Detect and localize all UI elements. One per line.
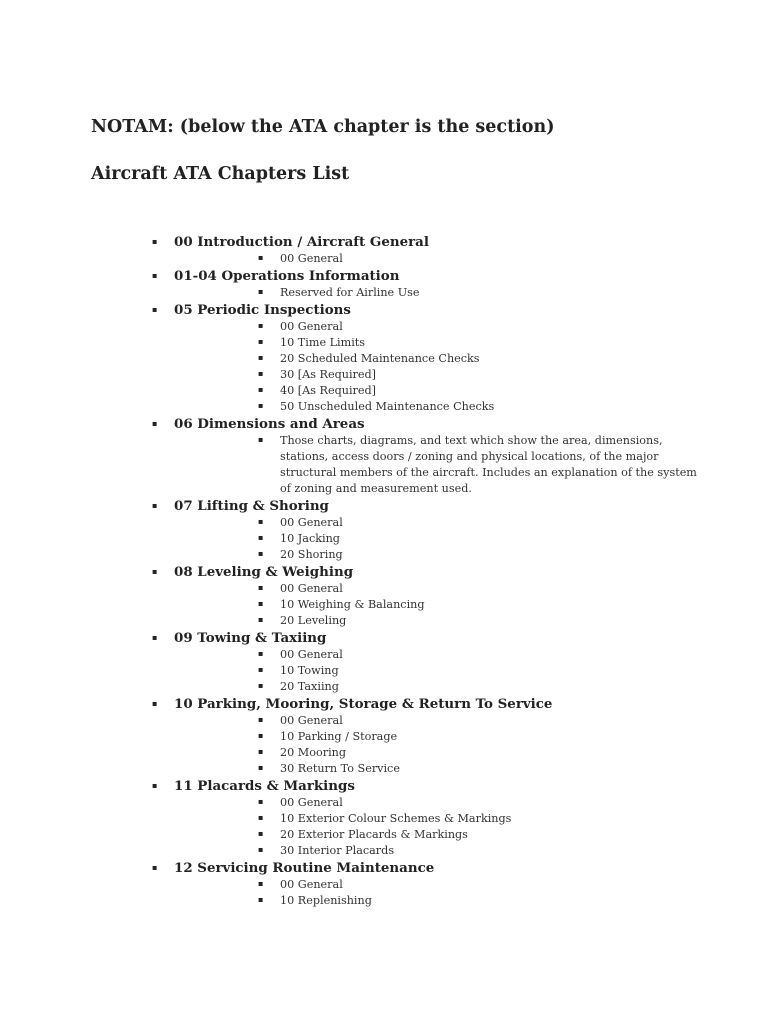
chapter-title: 09 Towing & Taxiing bbox=[174, 630, 327, 646]
chapter-title: 08 Leveling & Weighing bbox=[174, 564, 354, 580]
bullet-icon: ▪ bbox=[152, 419, 158, 428]
section-item bbox=[256, 613, 710, 629]
bullet-icon: ▪ bbox=[258, 895, 264, 904]
section-item bbox=[256, 729, 710, 745]
chapter-item bbox=[150, 415, 710, 497]
section-item bbox=[256, 351, 710, 367]
section-label: 00 General bbox=[280, 252, 343, 265]
section-item bbox=[256, 383, 710, 399]
bullet-icon: ▪ bbox=[258, 385, 264, 394]
bullet-icon: ▪ bbox=[258, 253, 264, 262]
notam-heading: NOTAM: (below the ATA chapter is the section) bbox=[91, 117, 555, 137]
section-label: 50 Unscheduled Maintenance Checks bbox=[280, 400, 495, 413]
section-item bbox=[256, 597, 710, 613]
section-label: 00 General bbox=[280, 714, 343, 727]
section-label: 00 General bbox=[280, 648, 343, 661]
section-item bbox=[256, 547, 710, 563]
section-label: 30 [As Required] bbox=[280, 368, 377, 381]
section-item bbox=[256, 679, 710, 695]
bullet-icon: ▪ bbox=[258, 599, 264, 608]
section-item bbox=[256, 285, 710, 301]
section-label: Reserved for Airline Use bbox=[280, 286, 420, 299]
section-item bbox=[256, 433, 710, 497]
chapter-title: 10 Parking, Mooring, Storage & Return To Service bbox=[174, 696, 553, 712]
chapter-item bbox=[150, 563, 710, 629]
section-list bbox=[174, 877, 710, 909]
section-label: 00 General bbox=[280, 878, 343, 891]
section-list bbox=[174, 795, 710, 859]
chapter-title: 01-04 Operations Information bbox=[174, 268, 400, 284]
bullet-icon: ▪ bbox=[258, 353, 264, 362]
bullet-icon: ▪ bbox=[258, 829, 264, 838]
bullet-icon: ▪ bbox=[152, 567, 158, 576]
bullet-icon: ▪ bbox=[258, 321, 264, 330]
section-item bbox=[256, 745, 710, 761]
section-label: 20 Shoring bbox=[280, 548, 343, 561]
section-label: 10 Parking / Storage bbox=[280, 730, 398, 743]
chapter-item bbox=[150, 629, 710, 695]
section-item bbox=[256, 713, 710, 729]
section-list bbox=[174, 581, 710, 629]
chapter-list bbox=[150, 233, 710, 909]
bullet-icon: ▪ bbox=[258, 763, 264, 772]
section-label: 00 General bbox=[280, 796, 343, 809]
section-item bbox=[256, 531, 710, 547]
section-item bbox=[256, 827, 710, 843]
section-item bbox=[256, 399, 710, 415]
section-label: 20 Taxiing bbox=[280, 680, 339, 693]
bullet-icon: ▪ bbox=[258, 747, 264, 756]
bullet-icon: ▪ bbox=[152, 501, 158, 510]
section-label: 00 General bbox=[280, 320, 343, 333]
bullet-icon: ▪ bbox=[258, 549, 264, 558]
bullet-icon: ▪ bbox=[152, 271, 158, 280]
chapter-title: 12 Servicing Routine Maintenance bbox=[174, 860, 435, 876]
chapter-title: 06 Dimensions and Areas bbox=[174, 416, 365, 432]
bullet-icon: ▪ bbox=[152, 237, 158, 246]
bullet-icon: ▪ bbox=[152, 305, 158, 314]
section-list bbox=[174, 251, 710, 267]
bullet-icon: ▪ bbox=[258, 369, 264, 378]
section-list bbox=[174, 285, 710, 301]
bullet-icon: ▪ bbox=[258, 845, 264, 854]
bullet-icon: ▪ bbox=[258, 401, 264, 410]
chapter-item bbox=[150, 233, 710, 267]
section-item bbox=[256, 893, 710, 909]
bullet-icon: ▪ bbox=[258, 665, 264, 674]
bullet-icon: ▪ bbox=[258, 287, 264, 296]
section-label: 30 Return To Service bbox=[280, 762, 400, 775]
bullet-icon: ▪ bbox=[258, 583, 264, 592]
section-label: 20 Mooring bbox=[280, 746, 347, 759]
section-list bbox=[174, 515, 710, 563]
section-label: 10 Weighing & Balancing bbox=[280, 598, 425, 611]
section-list bbox=[174, 433, 710, 497]
section-label: 20 Exterior Placards & Markings bbox=[280, 828, 468, 841]
chapter-item bbox=[150, 267, 710, 301]
chapter-title: 05 Periodic Inspections bbox=[174, 302, 351, 318]
section-item bbox=[256, 811, 710, 827]
bullet-icon: ▪ bbox=[258, 797, 264, 806]
section-item bbox=[256, 367, 710, 383]
section-label: Those charts, diagrams, and text which show the area, dimensions, stations, access doors / zoning and physical locations, of the major structural members of the aircraft. Includes an explanation of the system of zoning and measurement used. bbox=[280, 434, 697, 495]
bullet-icon: ▪ bbox=[152, 633, 158, 642]
section-item bbox=[256, 251, 710, 267]
section-item bbox=[256, 647, 710, 663]
section-item bbox=[256, 663, 710, 679]
section-item bbox=[256, 761, 710, 777]
section-item bbox=[256, 335, 710, 351]
section-label: 10 Replenishing bbox=[280, 894, 372, 907]
chapter-item bbox=[150, 301, 710, 415]
chapter-item bbox=[150, 695, 710, 777]
bullet-icon: ▪ bbox=[258, 813, 264, 822]
bullet-icon: ▪ bbox=[152, 699, 158, 708]
section-list bbox=[174, 647, 710, 695]
bullet-icon: ▪ bbox=[258, 435, 264, 444]
bullet-icon: ▪ bbox=[258, 879, 264, 888]
bullet-icon: ▪ bbox=[258, 337, 264, 346]
section-list bbox=[174, 319, 710, 415]
bullet-icon: ▪ bbox=[258, 681, 264, 690]
bullet-icon: ▪ bbox=[258, 731, 264, 740]
section-label: 10 Exterior Colour Schemes & Markings bbox=[280, 812, 512, 825]
section-label: 10 Time Limits bbox=[280, 336, 366, 349]
section-item bbox=[256, 843, 710, 859]
section-label: 10 Towing bbox=[280, 664, 339, 677]
chapter-title: 00 Introduction / Aircraft General bbox=[174, 234, 429, 250]
section-item bbox=[256, 877, 710, 893]
section-label: 00 General bbox=[280, 516, 343, 529]
section-item bbox=[256, 515, 710, 531]
section-item bbox=[256, 795, 710, 811]
bullet-icon: ▪ bbox=[258, 533, 264, 542]
bullet-icon: ▪ bbox=[258, 649, 264, 658]
chapter-title: 11 Placards & Markings bbox=[174, 778, 355, 794]
section-label: 10 Jacking bbox=[280, 532, 340, 545]
chapter-title: 07 Lifting & Shoring bbox=[174, 498, 329, 514]
chapter-item bbox=[150, 497, 710, 563]
chapter-item bbox=[150, 777, 710, 859]
bullet-icon: ▪ bbox=[258, 715, 264, 724]
section-list bbox=[174, 713, 710, 777]
bullet-icon: ▪ bbox=[152, 781, 158, 790]
section-label: 20 Leveling bbox=[280, 614, 347, 627]
bullet-icon: ▪ bbox=[258, 517, 264, 526]
bullet-icon: ▪ bbox=[152, 863, 158, 872]
section-label: 20 Scheduled Maintenance Checks bbox=[280, 352, 480, 365]
section-label: 30 Interior Placards bbox=[280, 844, 395, 857]
chapter-item bbox=[150, 859, 710, 909]
section-item bbox=[256, 319, 710, 335]
section-label: 40 [As Required] bbox=[280, 384, 377, 397]
bullet-icon: ▪ bbox=[258, 615, 264, 624]
list-title: Aircraft ATA Chapters List bbox=[91, 164, 350, 184]
section-label: 00 General bbox=[280, 582, 343, 595]
section-item bbox=[256, 581, 710, 597]
